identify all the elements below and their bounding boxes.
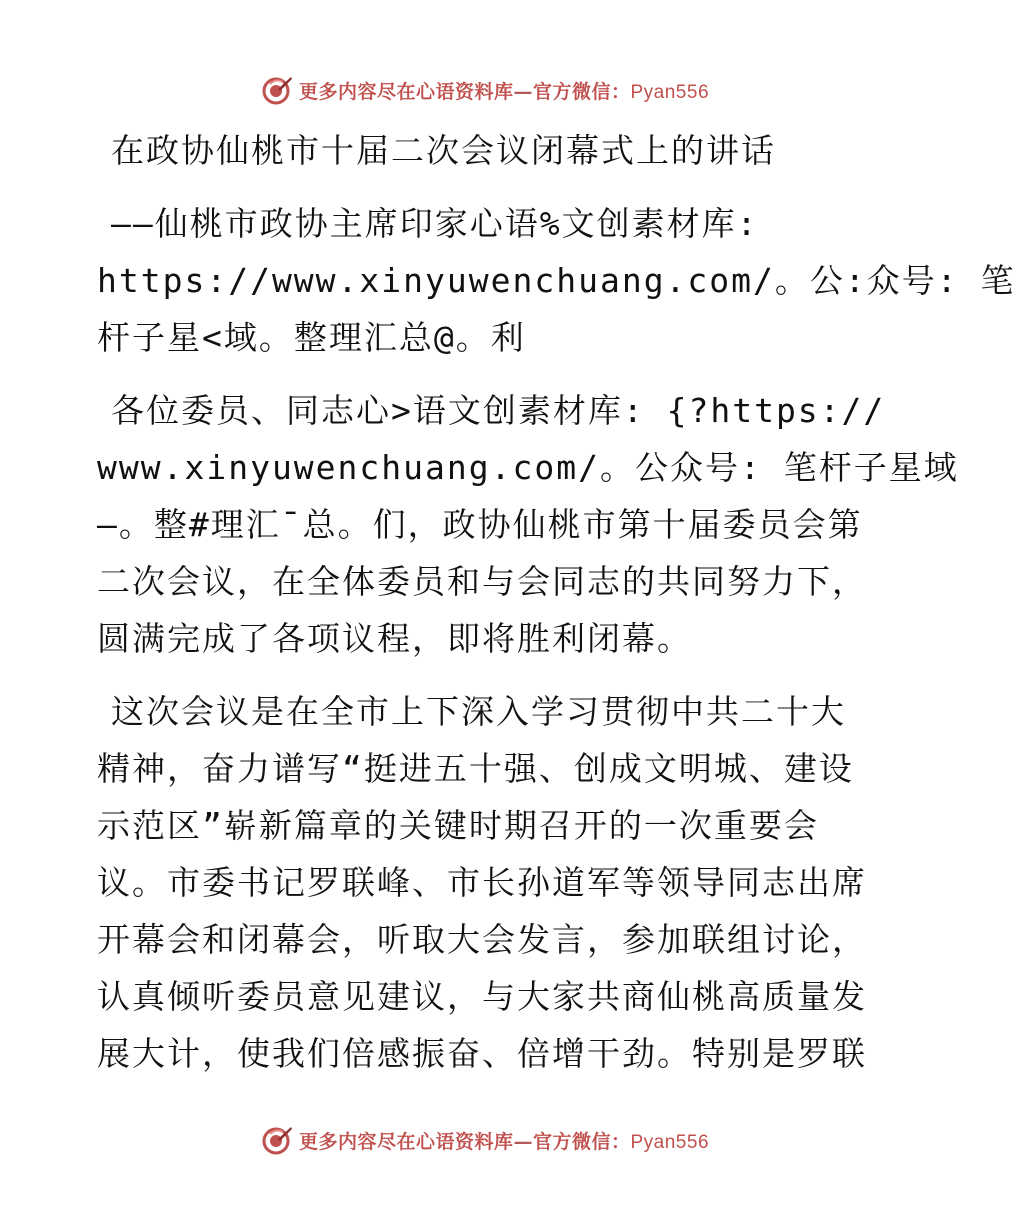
paragraph1-line-4: 二次会议，在全体委员和与会同志的共同努力下，	[97, 562, 867, 601]
footer-banner	[0, 1120, 950, 1160]
paragraph-gap	[97, 366, 853, 382]
subtitle-line-1: ——仙桃市政协主席印家心语%文创素材库:	[111, 204, 759, 243]
paragraph2-line-4: 议。市委书记罗联峰、市长孙道军等领导同志出席	[97, 863, 867, 902]
banner-separator: —	[513, 1130, 533, 1153]
banner-main-text: 更多内容尽在心语资料库	[298, 80, 514, 103]
document-title: 在政协仙桃市十届二次会议闭幕式上的讲话	[111, 131, 776, 170]
paragraph2-line-3: 示范区”崭新篇章的关键时期召开的一次重要会	[97, 806, 819, 845]
banner-text	[299, 77, 709, 104]
banner-inner	[261, 74, 709, 106]
banner-inner	[261, 1124, 709, 1156]
subtitle-line-3: 杆子星<域。整理汇总@。利	[97, 318, 526, 357]
paragraph1-line-5: 圆满完成了各项议程，即将胜利闭幕。	[97, 619, 692, 658]
header-banner	[0, 70, 950, 110]
banner-text	[299, 1127, 709, 1154]
paragraph-gap	[97, 667, 853, 683]
paragraph2-line-7: 展大计，使我们倍感振奋、倍增干劲。特别是罗联	[97, 1034, 867, 1073]
paragraph1-line-3: —。整#理汇¯总。们，政协仙桃市第十届委员会第	[97, 505, 863, 544]
document-body	[97, 122, 1016, 1082]
banner-separator: —	[513, 80, 533, 103]
paragraph1-line-2: www.xinyuwenchuang.com/。公众号: 笔杆子星域	[97, 448, 959, 487]
banner-handle: Pyan556	[630, 81, 710, 103]
paragraph2-line-6: 认真倾听委员意见建议，与大家共商仙桃高质量发	[97, 977, 867, 1016]
subtitle-line-2: https://www.xinyuwenchuang.com/。公:众号: 笔	[97, 261, 1016, 300]
banner-official-text: 官方微信：	[532, 1130, 631, 1153]
paragraph2-line-5: 开幕会和闭幕会，听取大会发言，参加联组讨论，	[97, 920, 867, 959]
paragraph-gap	[97, 179, 853, 195]
pen-logo-icon	[261, 1124, 293, 1156]
banner-main-text: 更多内容尽在心语资料库	[298, 1130, 514, 1153]
banner-official-text: 官方微信：	[532, 80, 631, 103]
paragraph1-line-1: 各位委员、同志心>语文创素材库: {?https://	[111, 391, 886, 430]
paragraph2-line-1: 这次会议是在全市上下深入学习贯彻中共二十大	[111, 692, 846, 731]
paragraph2-line-2: 精神，奋力谱写“挺进五十强、创成文明城、建设	[97, 749, 854, 788]
pen-logo-icon	[261, 74, 293, 106]
banner-handle: Pyan556	[630, 1131, 710, 1153]
